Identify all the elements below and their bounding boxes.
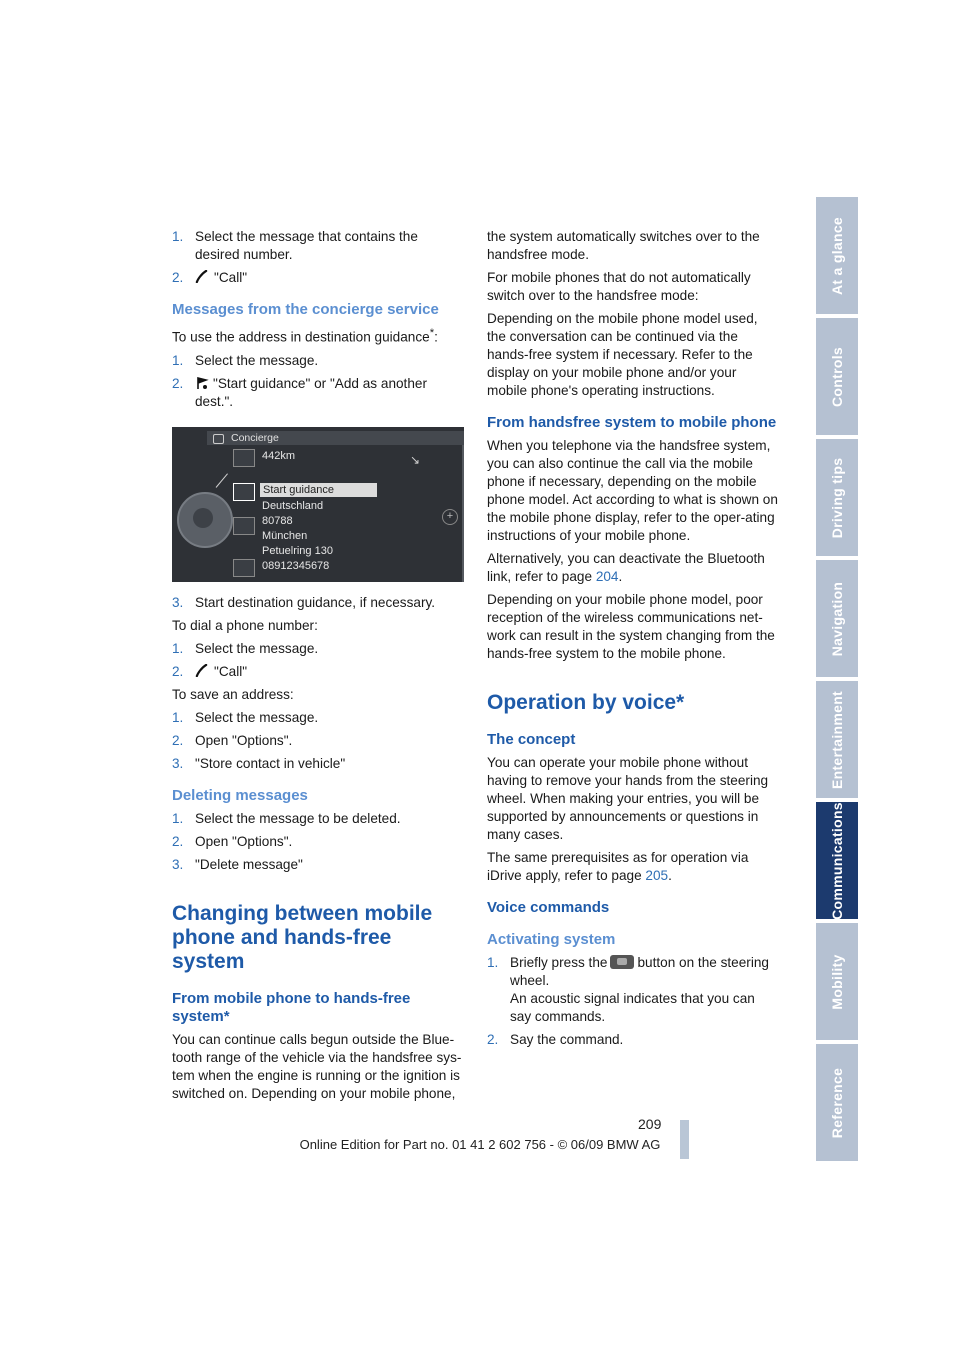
tab-mobility[interactable]: Mobility xyxy=(816,923,858,1040)
screen-row: Deutschland xyxy=(262,499,324,512)
controller-knob-icon xyxy=(177,492,233,548)
paragraph: Alternatively, you can deactivate the Bluetooth link, refer to page 204. xyxy=(487,551,765,584)
tab-controls[interactable]: Controls xyxy=(816,318,858,435)
paragraph: To save an address: xyxy=(172,686,294,702)
navigation-icon xyxy=(233,483,255,501)
chapter-heading: Operation by voice* xyxy=(487,691,685,714)
list-item: 3. Start destination guidance, if necessary. xyxy=(172,594,436,610)
page-link-204[interactable]: 204 xyxy=(595,569,619,584)
list-item: 3. "Store contact in vehicle" xyxy=(172,755,346,771)
section-heading: Activating system xyxy=(487,931,616,948)
list-item: 2. Open "Options". xyxy=(172,833,293,849)
screen-row: Petuelring 130 xyxy=(262,544,333,557)
screen-title: Concierge xyxy=(207,431,464,445)
paragraph: Depending on your mobile phone model, poor reception of the wireless communications net-work can result in the system changing from the hands-free system to the mobile phone. xyxy=(487,592,775,661)
list-item: 2. "Start guidance" or "Add as another dest.". xyxy=(172,375,427,409)
list-item: 1. Select the message. xyxy=(172,709,319,725)
phone-icon xyxy=(233,517,255,535)
list-item: 2. Open "Options". xyxy=(172,732,293,748)
paragraph: When you telephone via the handsfree system, you can also continue the call via the mobile phone if necessary, depending on the mobile phone model. Act according to what is shown on the mobile phone display, refer to the oper-ating instructions of your mobile phone. xyxy=(487,438,778,543)
section-heading: The concept xyxy=(487,731,576,748)
section-heading: From mobile phone to hands-free system* xyxy=(172,989,411,1025)
section-heading: Deleting messages xyxy=(172,786,308,804)
screen-row: 08912345678 xyxy=(262,559,330,572)
menu-icon xyxy=(233,449,255,467)
section-heading: Messages from the concierge service xyxy=(172,301,439,318)
screen-divider xyxy=(462,445,464,582)
tab-navigation[interactable]: Navigation xyxy=(816,560,858,677)
paragraph: To use the address in destination guidance*: xyxy=(172,327,438,345)
idrive-screenshot xyxy=(172,427,464,582)
navigation-flag-icon xyxy=(195,376,209,390)
voice-button-icon xyxy=(610,955,634,969)
paragraph: The same prerequisites as for operation via iDrive apply, refer to page 205. xyxy=(487,850,749,883)
chapter-tabs xyxy=(816,197,858,1165)
tab-communications[interactable]: Communications xyxy=(816,802,858,919)
tab-at-a-glance[interactable]: At a glance xyxy=(816,197,858,314)
list-item: 1. Select the message to be deleted. xyxy=(172,810,401,826)
paragraph: the system automatically switches over to the handsfree mode. xyxy=(487,229,760,262)
screen-row-start-guidance: Start guidance xyxy=(260,483,377,497)
chapter-heading: Changing between mobile phone and hands-free system xyxy=(172,901,433,973)
section-heading: From handsfree system to mobile phone xyxy=(487,414,777,431)
list-item: 2. Say the command. xyxy=(487,1032,624,1047)
leader-line xyxy=(216,473,228,487)
screen-row: 80788 xyxy=(262,514,293,527)
screen-row: 442km xyxy=(262,449,296,462)
paragraph: You can continue calls begun outside the Blue-tooth range of the vehicle via the handsfree sys-tem when the engine is running or the ignition is switched on. Depending on your mobile phone, xyxy=(172,1031,462,1101)
edition-note: Online Edition for Part no. 01 41 2 602 756 - © 06/09 BMW AG xyxy=(299,1137,661,1152)
tab-entertainment[interactable]: Entertainment xyxy=(816,681,858,798)
list-item: 1. Select the message that contains the desired number. xyxy=(172,229,418,262)
options-icon xyxy=(233,559,255,577)
tab-driving-tips[interactable]: Driving tips xyxy=(816,439,858,556)
right-column xyxy=(487,228,779,1054)
list-item: 1. Select the message. xyxy=(172,640,319,656)
list-item: 2. "Call" xyxy=(172,270,248,285)
phone-icon xyxy=(195,664,208,677)
paragraph: Depending on the mobile phone model used, the conversation can be continued via the hands-free system if necessary. Refer to the display on your mobile phone and/or your mobile phone's operating instructions. xyxy=(487,311,758,398)
section-heading: Voice commands xyxy=(487,899,610,916)
left-column xyxy=(172,228,464,1108)
page-link-205[interactable]: 205 xyxy=(645,868,669,883)
paragraph: You can operate your mobile phone without having to remove your hands from the steering wheel. When making your entries, you will be supported by announcements or questions in many cases. xyxy=(487,755,769,842)
list-item: 3. "Delete message" xyxy=(172,856,303,872)
list-item: 1. Select the message. xyxy=(172,352,319,368)
arrow-down-right-icon: ↘ xyxy=(409,452,420,467)
phone-icon xyxy=(195,270,208,283)
page-number: 209 xyxy=(638,1116,662,1132)
plus-icon: + xyxy=(442,509,458,525)
list-item: 2. "Call" xyxy=(172,663,248,679)
paragraph: To dial a phone number: xyxy=(172,617,318,633)
list-item: 1. Briefly press the button on the steering wheel. An acoustic signal indicates that you can say commands. xyxy=(487,955,769,1024)
paragraph: For mobile phones that do not automatically switch over to the handsfree mode: xyxy=(487,270,751,303)
tab-reference[interactable]: Reference xyxy=(816,1044,858,1161)
screen-row: München xyxy=(262,529,308,542)
